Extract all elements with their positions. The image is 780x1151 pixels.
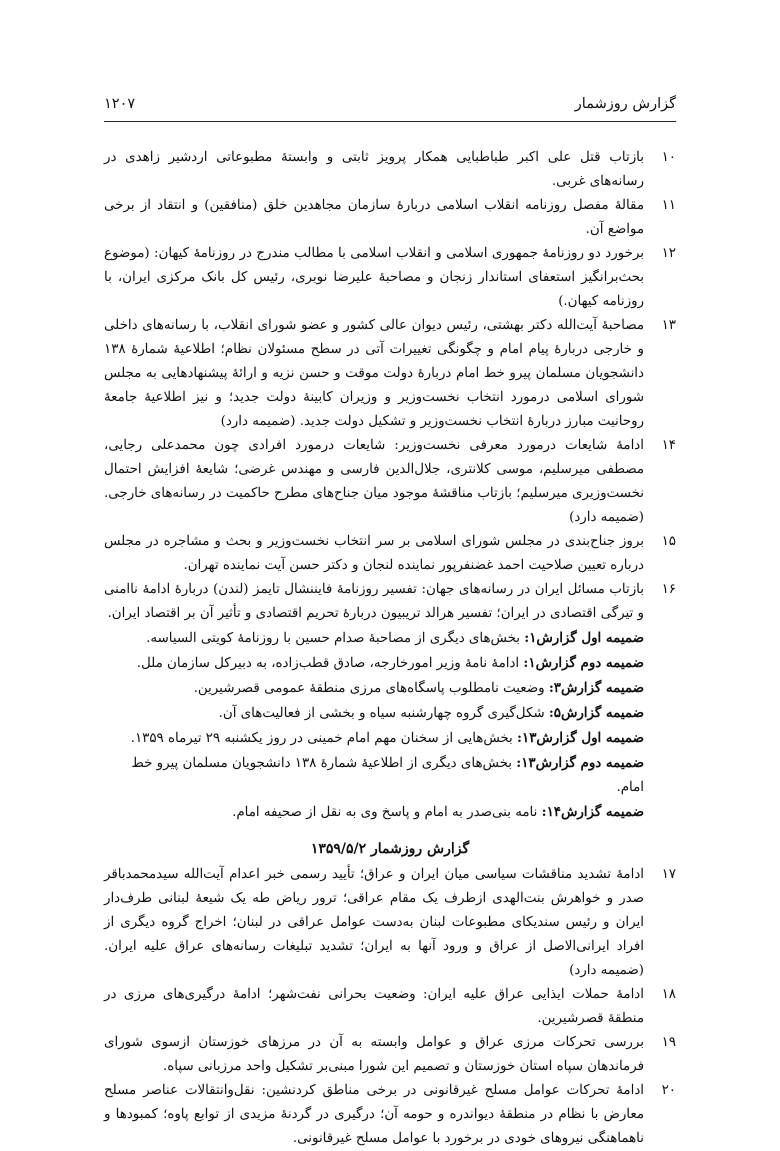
item-text: برخورد دو روزنامهٔ جمهوری اسلامی و انقلاب اسلامی با مطالب مندرج در روزنامهٔ کیهان: (موضوع بحث‌برانگیز استعفای استاندار زنجان و مصاحبهٔ علیرضا نوبری، رئیس کل بانک مرکزی ایران، با روزنامه کیهان.)	[104, 246, 644, 309]
section-title: گزارش روزشمار ۱۳۵۹/۵/۲	[310, 841, 470, 857]
item-text: بازتاب قتل علی اکبر طباطبایی همکار پرویز ثابتی و وابستهٔ مطبوعاتی اردشیر زاهدی در رسانه‌های غربی.	[104, 150, 644, 189]
item-text: ادامهٔ شایعات درمورد معرفی نخست‌وزیر: شایعات درمورد افرادی چون محمدعلی رجایی، مصطفی میرسلیم، موسی کلانتری، جلال‌الدین فارسی و مهندس غرضی؛ شایعهٔ افزایش احتمال نخست‌وزیری میرسلیم؛ بازتاب مناقشهٔ موجود میان جناح‌های مطرح حاکمیت در رسانه‌های خارجی. (ضمیمه دارد)	[104, 438, 644, 525]
item-text: ادامهٔ تحرکات عوامل مسلح غیرقانونی در برخی مناطق کردنشین: نقل‌وانتقالات عناصر مسلح معارض با نظام در منطقهٔ دیواندره و حومه آن؛ درگیری در گردنهٔ مزیدی از توابع پاوه؛ کمبودها و ناهماهنگی نیروهای خودی در برخورد با عوامل مسلح غیرقانونی.	[104, 1083, 644, 1146]
report-item	[104, 434, 676, 530]
page-number: ۱۲۰۷	[104, 96, 136, 112]
report-item	[104, 242, 676, 314]
appendix-list	[104, 626, 676, 825]
appendix-line	[104, 800, 676, 825]
appendix-text: بخش‌های دیگری از اطلاعیهٔ شمارهٔ ۱۳۸ دانشجویان مسلمان پیرو خط امام.	[131, 756, 644, 795]
item-list-a	[104, 146, 676, 626]
report-item	[104, 863, 676, 983]
item-number: ۱۶	[661, 582, 676, 597]
running-header	[104, 96, 676, 118]
item-number: ۱۹	[661, 1035, 676, 1050]
appendix-text: بخش‌های دیگری از مصاحبهٔ صدام حسین با روزنامهٔ کویتی السیاسه.	[146, 631, 525, 646]
item-number: ۱۰	[661, 150, 676, 165]
item-text: مصاحبهٔ آیت‌الله دکتر بهشتی، رئیس دیوان عالی کشور و عضو شورای انقلاب، با رسانه‌های داخلی و خارجی دربارهٔ پیام امام و چگونگی تغییرات آتی در سطح مسئولان نظام؛ اطلاعیهٔ شمارهٔ ۱۳۸ دانشجویان مسلمان پیرو خط امام دربارهٔ دولت موقت و حسن نزیه و ارائهٔ پیشنهادهایی به مجلس شورای اسلامی درمورد انتخاب نخست‌وزیر و وزیران کابینهٔ دولت جدید؛ و نیز اطلاعیهٔ جامعهٔ روحانیت مبارز دربارهٔ انتخاب نخست‌وزیر و تشکیل دولت جدید. (ضمیمه دارد)	[104, 318, 644, 429]
item-text: بررسی تحرکات مرزی عراق و عوامل وابسته به آن در مرزهای خوزستان ازسوی شورای فرماندهان سپاه استان خوزستان و تصمیم این شورا مبنی‌بر تشکیل واحد مرزبانی سپاه.	[104, 1035, 644, 1074]
item-list-b	[104, 863, 676, 1151]
appendix-line	[104, 701, 676, 726]
item-text: بروز جناح‌بندی در مجلس شورای اسلامی بر سر انتخاب نخست‌وزیر و بحث و مشاجره در مجلس درباره تعیین صلاحیت احمد غضنفرپور نماینده لنجان و دکتر حسن آیت نماینده تهران.	[104, 534, 644, 573]
header-rule	[104, 121, 676, 122]
report-item	[104, 146, 676, 194]
report-item	[104, 1079, 676, 1151]
item-number: ۱۷	[661, 867, 676, 882]
report-item	[104, 194, 676, 242]
appendix-label: ضمیمه اول گزارش۱۳:	[517, 730, 644, 746]
appendix-line	[104, 751, 676, 800]
appendix-text: وضعیت نامطلوب پاسگاه‌های مرزی منطقهٔ عمومی قصرشیرین.	[193, 681, 549, 696]
appendix-line	[104, 651, 676, 676]
report-item	[104, 314, 676, 434]
appendix-line	[104, 726, 676, 751]
running-title: گزارش روزشمار	[574, 96, 676, 112]
item-text: ادامهٔ حملات ایذایی عراق علیه ایران: وضعیت بحرانی نفت‌شهر؛ ادامهٔ درگیری‌های مرزی در منطقهٔ قصرشیرین.	[104, 987, 644, 1026]
item-number: ۱۱	[661, 198, 676, 213]
report-item	[104, 530, 676, 578]
appendix-label: ضمیمه گزارش۳:	[548, 680, 644, 696]
item-number: ۲۰	[661, 1083, 676, 1098]
appendix-label: ضمیمه گزارش۵:	[548, 705, 644, 721]
appendix-text: بخش‌هایی از سخنان مهم امام خمینی در روز یکشنبه ۲۹ تیرماه ۱۳۵۹.	[130, 731, 518, 746]
item-number: ۱۳	[661, 318, 676, 333]
appendix-text: شکل‌گیری گروه چهارشنبه سیاه و بخشی از فعالیت‌های آن.	[218, 706, 549, 721]
item-number: ۱۸	[661, 987, 676, 1002]
report-item	[104, 578, 676, 626]
appendix-text: نامه بنی‌صدر به امام و پاسخ وی به نقل از صحیفه امام.	[232, 805, 542, 820]
appendix-label: ضمیمه اول گزارش۱:	[524, 630, 644, 646]
item-number: ۱۲	[661, 246, 676, 261]
item-number: ۱۴	[661, 438, 676, 453]
report-body	[104, 146, 676, 1151]
item-text: ادامهٔ تشدید مناقشات سیاسی میان ایران و عراق؛ تأیید رسمی خبر اعدام آیت‌الله سیدمحمدباقر صدر و خواهرش بنت‌الهدی ازطرف یک مقام عراقی؛ ترور ریاض طه یک شیعهٔ لبنانی طرف‌دار ایران و رئیس سندیکای مطبوعات لبنان به‌دست عوامل عراقی در لبنان؛ اخراج گروه دیگری از افراد ایرانی‌الاصل از عراق و ورود آنها به ایران؛ تشدید تبلیغات رسانه‌های عراق علیه ایران. (ضمیمه دارد)	[104, 867, 644, 978]
item-number: ۱۵	[661, 534, 676, 549]
appendix-label: ضمیمه گزارش۱۴:	[541, 804, 644, 820]
appendix-label: ضمیمه دوم گزارش۱۳:	[516, 755, 644, 771]
appendix-line	[104, 676, 676, 701]
report-item	[104, 983, 676, 1031]
appendix-text: ادامهٔ نامهٔ وزیر امورخارجه، صادق قطب‌زاده، به دبیرکل سازمان ملل.	[136, 656, 524, 671]
item-text: بازتاب مسائل ایران در رسانه‌های جهان: تفسیر روزنامهٔ فایننشال تایمز (لندن) دربارهٔ ادامهٔ ناامنی و تیرگی اقتصادی در ایران؛ تفسیر هرالد تریبیون دربارهٔ تحریم اقتصادی و تأثیر آن بر اقتصاد ایران.	[104, 582, 644, 621]
report-item	[104, 1031, 676, 1079]
appendix-line	[104, 626, 676, 651]
appendix-label: ضمیمه دوم گزارش۱:	[523, 655, 644, 671]
item-text: مقالهٔ مفصل روزنامه انقلاب اسلامی دربارهٔ سازمان مجاهدین خلق (منافقین) و انتقاد از برخی مواضع آن.	[104, 198, 644, 237]
